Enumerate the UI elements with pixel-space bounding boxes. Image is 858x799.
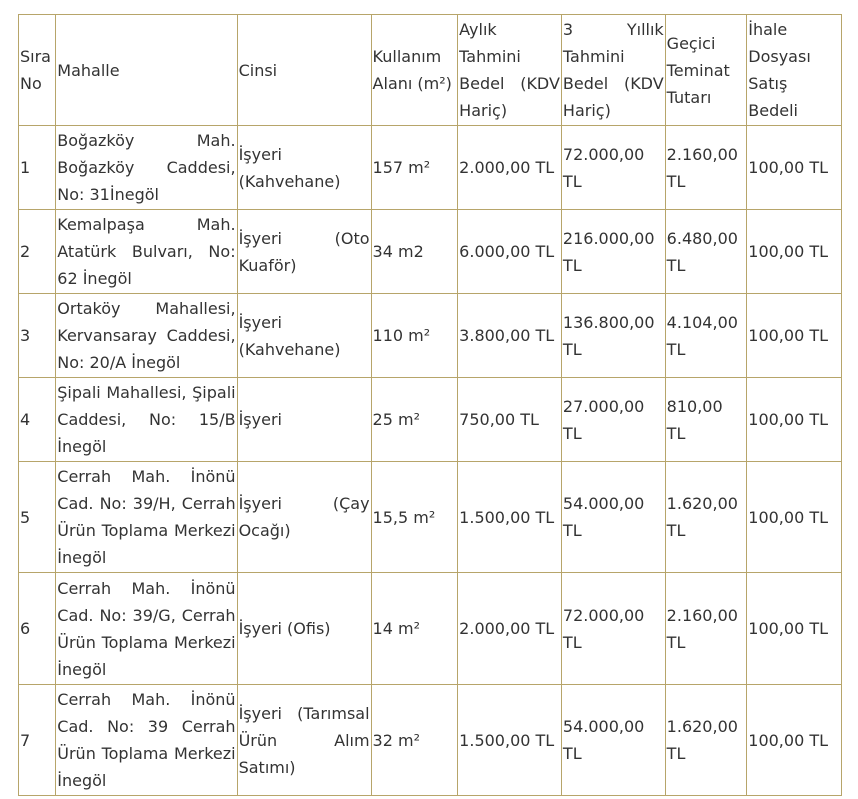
table-row [19,685,842,796]
header-aylik: Aylık Tahmini Bedel (KDV Hariç) [458,15,562,126]
cell-teminat: 1.620,00 TL [665,462,747,573]
cell-alan: 157 m² [371,126,458,210]
cell-aylik: 1.500,00 TL [458,462,562,573]
cell-teminat: 2.160,00 TL [665,573,747,685]
cell-yillik: 136.800,00 TL [561,294,665,378]
cell-mahalle: Cerrah Mah. İnönü Cad. No: 39/H, Cerrah Ürün Toplama Merkezi İnegöl [56,462,237,573]
cell-yillik: 72.000,00 TL [561,573,665,685]
cell-sira: 5 [19,462,56,573]
cell-mahalle: Ortaköy Mahallesi, Kervansaray Caddesi, No: 20/A İnegöl [56,294,237,378]
cell-yillik: 27.000,00 TL [561,378,665,462]
header-yillik: 3 Yıllık Tahmini Bedel (KDV Hariç) [561,15,665,126]
header-sira: Sıra No [19,15,56,126]
tender-table [18,14,842,796]
cell-dosya: 100,00 TL [747,378,842,462]
table-row [19,573,842,685]
cell-sira: 4 [19,378,56,462]
header-mahalle: Mahalle [56,15,237,126]
cell-mahalle: Cerrah Mah. İnönü Cad. No: 39/G, Cerrah Ürün Toplama Merkezi İnegöl [56,573,237,685]
cell-alan: 25 m² [371,378,458,462]
table-row [19,210,842,294]
cell-cinsi: İşyeri (Kahvehane) [237,126,371,210]
header-dosya: İhale Dosyası Satış Bedeli [747,15,842,126]
cell-alan: 110 m² [371,294,458,378]
header-alan: Kullanım Alanı (m²) [371,15,458,126]
cell-yillik: 54.000,00 TL [561,462,665,573]
cell-sira: 2 [19,210,56,294]
cell-alan: 32 m² [371,685,458,796]
cell-aylik: 1.500,00 TL [458,685,562,796]
cell-mahalle: Kemalpaşa Mah. Atatürk Bulvarı, No: 62 İnegöl [56,210,237,294]
cell-sira: 6 [19,573,56,685]
cell-yillik: 216.000,00 TL [561,210,665,294]
cell-alan: 14 m² [371,573,458,685]
cell-teminat: 4.104,00 TL [665,294,747,378]
cell-alan: 15,5 m² [371,462,458,573]
table-body [19,126,842,796]
cell-mahalle: Cerrah Mah. İnönü Cad. No: 39 Cerrah Ürün Toplama Merkezi İnegöl [56,685,237,796]
cell-teminat: 2.160,00 TL [665,126,747,210]
cell-aylik: 6.000,00 TL [458,210,562,294]
cell-teminat: 1.620,00 TL [665,685,747,796]
cell-dosya: 100,00 TL [747,210,842,294]
cell-teminat: 6.480,00 TL [665,210,747,294]
cell-aylik: 2.000,00 TL [458,573,562,685]
cell-alan: 34 m2 [371,210,458,294]
cell-sira: 3 [19,294,56,378]
header-cinsi: Cinsi [237,15,371,126]
cell-mahalle: Şipali Mahallesi, Şipali Caddesi, No: 15/B İnegöl [56,378,237,462]
cell-cinsi: İşyeri (Kahvehane) [237,294,371,378]
cell-dosya: 100,00 TL [747,294,842,378]
table-row [19,294,842,378]
cell-cinsi: İşyeri (Oto Kuaför) [237,210,371,294]
cell-dosya: 100,00 TL [747,462,842,573]
table-row [19,462,842,573]
cell-aylik: 750,00 TL [458,378,562,462]
cell-mahalle: Boğazköy Mah. Boğazköy Caddesi, No: 31İnegöl [56,126,237,210]
cell-yillik: 54.000,00 TL [561,685,665,796]
cell-sira: 1 [19,126,56,210]
cell-cinsi: İşyeri (Tarımsal Ürün Alım Satımı) [237,685,371,796]
cell-yillik: 72.000,00 TL [561,126,665,210]
cell-dosya: 100,00 TL [747,126,842,210]
table-row [19,126,842,210]
cell-aylik: 3.800,00 TL [458,294,562,378]
cell-dosya: 100,00 TL [747,685,842,796]
table-row [19,378,842,462]
cell-sira: 7 [19,685,56,796]
header-teminat: Geçici Teminat Tutarı [665,15,747,126]
cell-teminat: 810,00 TL [665,378,747,462]
cell-aylik: 2.000,00 TL [458,126,562,210]
cell-cinsi: İşyeri (Ofis) [237,573,371,685]
cell-cinsi: İşyeri [237,378,371,462]
cell-dosya: 100,00 TL [747,573,842,685]
cell-cinsi: İşyeri (Çay Ocağı) [237,462,371,573]
header-row [19,15,842,126]
